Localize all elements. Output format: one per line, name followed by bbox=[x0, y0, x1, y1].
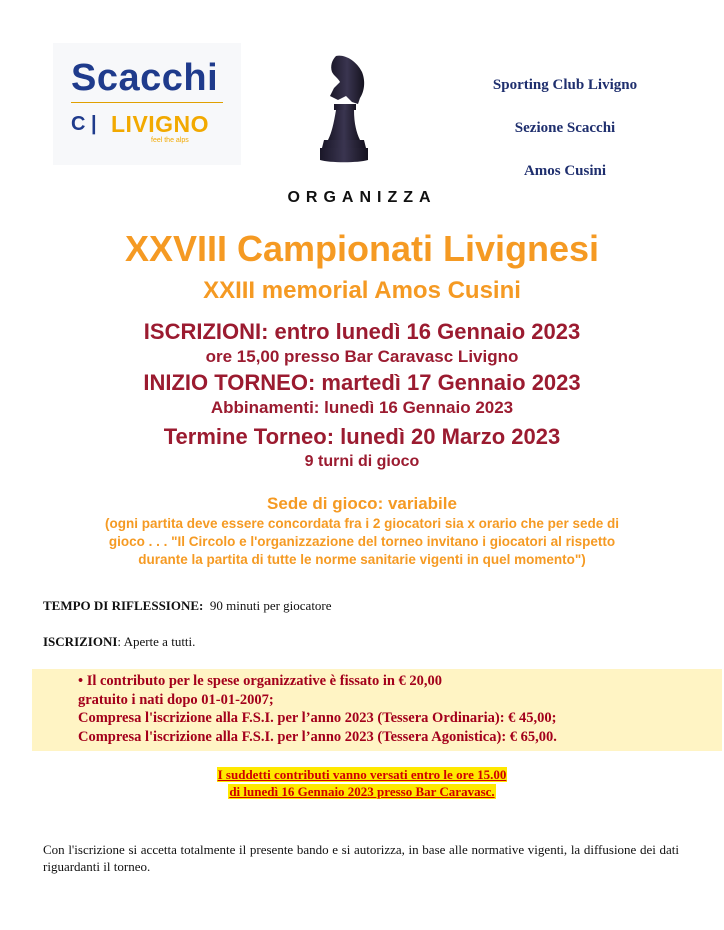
iscrizioni-deadline: ISCRIZIONI: entro lunedì 16 Gennaio 2023 bbox=[143, 319, 581, 344]
venue-note-line: durante la partita di tutte le norme sanitarie vigenti in quel momento") bbox=[138, 552, 586, 567]
registration-value: : Aperte a tutti. bbox=[117, 634, 196, 649]
logo-city: LIVIGNO bbox=[111, 111, 210, 137]
club-person: Amos Cusini bbox=[523, 163, 607, 179]
venue-note bbox=[28, 515, 696, 569]
tournament-end: Termine Torneo: lunedì 20 Marzo 2023 bbox=[163, 424, 561, 449]
iscrizioni-place: ore 15,00 presso Bar Caravasc Livigno bbox=[205, 347, 519, 366]
payment-note-line: I suddetti contributi vanno versati entro le ore 15.00 bbox=[217, 767, 507, 782]
time-control bbox=[43, 598, 332, 614]
club-name: Sporting Club Livigno bbox=[492, 77, 638, 93]
logo-divider bbox=[71, 102, 223, 103]
closing-statement: Con l'iscrizione si accetta totalmente il presente bando e si autorizza, in base alle normative vigenti, la diffusione dei dati riguardanti il torneo. bbox=[43, 842, 679, 874]
fee-line: Compresa l'iscrizione alla F.S.I. per l’anno 2023 (Tessera Ordinaria): € 45,00; bbox=[78, 710, 557, 726]
venue-note-line: (ogni partita deve essere concordata fra i 2 giocatori sia x orario che per sede di bbox=[105, 516, 619, 531]
event-subtitle: XXIII memorial Amos Cusini bbox=[203, 277, 521, 304]
fee-line: • Il contributo per le spese organizzative è fissato in € 20,00 bbox=[78, 673, 443, 689]
tournament-start: INIZIO TORNEO: martedì 17 Gennaio 2023 bbox=[143, 370, 581, 395]
venue-note-line: gioco . . . "Il Circolo e l'organizzazione del torneo invitano i giocatori al rispetto bbox=[108, 534, 616, 549]
fees-list bbox=[78, 672, 557, 746]
time-control-label: TEMPO DI RIFLESSIONE: bbox=[43, 598, 204, 613]
fee-line: gratuito i nati dopo 01-01-2007; bbox=[78, 691, 274, 708]
rounds-count: 9 turni di gioco bbox=[304, 453, 420, 470]
logo-mark: C | bbox=[71, 113, 97, 135]
pairings-date: Abbinamenti: lunedì 16 Gennaio 2023 bbox=[210, 398, 514, 417]
scacchi-livigno-logo bbox=[53, 43, 241, 165]
payment-note-line: di lunedì 16 Gennaio 2023 presso Bar Caravasc. bbox=[229, 784, 495, 799]
logo-title: Scacchi bbox=[71, 57, 219, 99]
organizza-heading: ORGANIZZA bbox=[287, 189, 437, 206]
venue-title: Sede di gioco: variabile bbox=[267, 494, 457, 513]
logo-tagline: feel the alps bbox=[151, 137, 189, 144]
time-control-value: 90 minuti per giocatore bbox=[209, 598, 332, 613]
club-info bbox=[455, 64, 675, 193]
chess-knight-icon bbox=[318, 52, 370, 164]
payment-note bbox=[0, 783, 724, 801]
club-section: Sezione Scacchi bbox=[514, 120, 616, 136]
registration-label: ISCRIZIONI bbox=[43, 634, 118, 649]
fee-line: Compresa l'iscrizione alla F.S.I. per l’anno 2023 (Tessera Agonistica): € 65,00. bbox=[78, 728, 557, 745]
payment-note bbox=[0, 766, 724, 784]
event-title: XXVIII Campionati Livignesi bbox=[124, 228, 600, 269]
registration-info bbox=[43, 634, 195, 650]
